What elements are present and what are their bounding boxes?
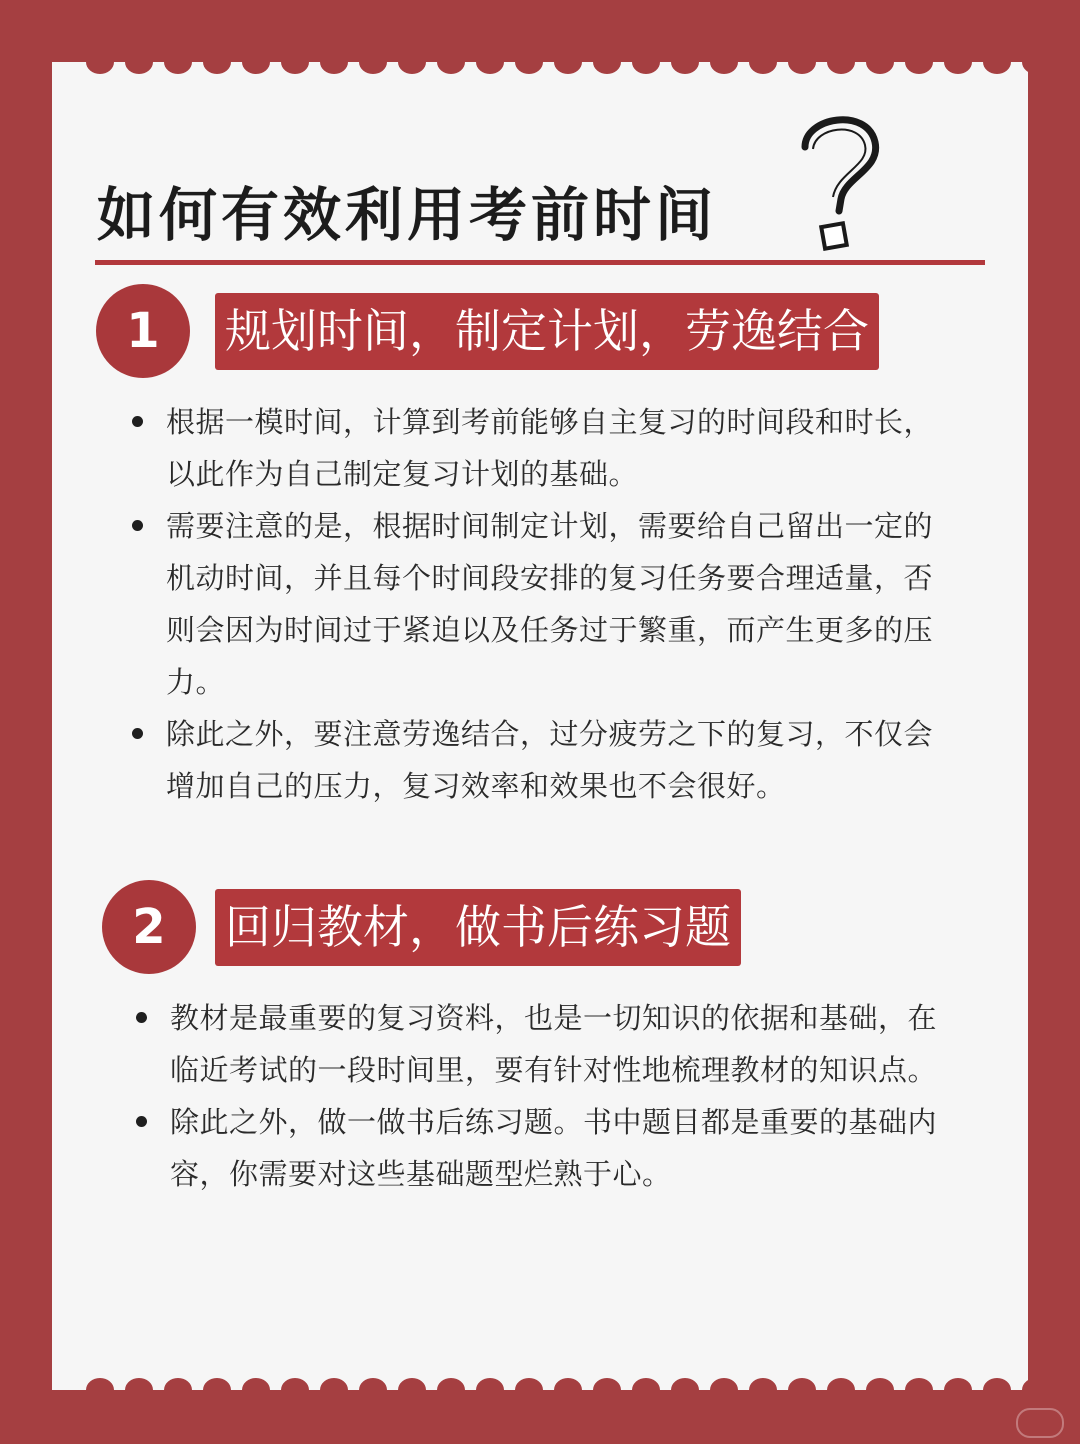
scallop-top-edge [52, 62, 1028, 74]
bullet-list [136, 992, 942, 1200]
bullet-dot [132, 520, 143, 531]
scallop-notch [281, 1378, 309, 1390]
scallop-notch [515, 62, 543, 74]
question-mark-icon [787, 107, 897, 257]
scallop-notch [554, 62, 582, 74]
scallop-notch [125, 1378, 153, 1390]
scallop-notch [320, 1378, 348, 1390]
scallop-notch [1022, 1378, 1028, 1390]
bullet-dot [136, 1012, 147, 1023]
scallop-notch [476, 1378, 504, 1390]
section-number-badge: 2 [102, 880, 196, 974]
scallop-notch [710, 1378, 738, 1390]
list-item [132, 500, 938, 708]
scallop-notch [827, 62, 855, 74]
list-item [136, 1096, 942, 1200]
scallop-notch [671, 62, 699, 74]
scallop-notch [905, 62, 933, 74]
scallop-notch [398, 1378, 426, 1390]
scallop-notch [359, 1378, 387, 1390]
bullet-text: 根据一模时间，计算到考前能够自主复习的时间段和时长，以此作为自己制定复习计划的基础。 [166, 405, 934, 491]
scallop-notch [320, 62, 348, 74]
scallop-notch [359, 62, 387, 74]
scallop-bottom-edge [52, 1378, 1028, 1390]
scallop-notch [242, 1378, 270, 1390]
list-item [136, 992, 942, 1096]
section-heading: 回归教材，做书后练习题 [215, 889, 741, 966]
scallop-notch [749, 1378, 777, 1390]
scallop-notch [476, 62, 504, 74]
bullet-list [132, 396, 938, 812]
scallop-notch [788, 62, 816, 74]
scallop-notch [905, 1378, 933, 1390]
scallop-notch [203, 62, 231, 74]
scallop-notch [164, 62, 192, 74]
scallop-notch [86, 1378, 114, 1390]
list-item [132, 708, 938, 812]
scallop-notch [593, 1378, 621, 1390]
content-card [52, 62, 1028, 1390]
scallop-notch [86, 62, 114, 74]
scallop-notch [944, 62, 972, 74]
scallop-notch [749, 62, 777, 74]
scallop-notch [1022, 62, 1028, 74]
scallop-notch [281, 62, 309, 74]
bullet-dot [136, 1116, 147, 1127]
page-title: 如何有效利用考前时间 [97, 181, 718, 249]
scallop-notch [866, 62, 894, 74]
scallop-notch [125, 62, 153, 74]
scallop-notch [866, 1378, 894, 1390]
scallop-notch [554, 1378, 582, 1390]
scallop-notch [515, 1378, 543, 1390]
scallop-notch [788, 1378, 816, 1390]
scallop-notch [437, 1378, 465, 1390]
title-divider [95, 260, 985, 265]
scallop-notch [632, 1378, 660, 1390]
section-heading: 规划时间，制定计划，劳逸结合 [215, 293, 879, 370]
section-number-badge: 1 [96, 284, 190, 378]
scallop-notch [203, 1378, 231, 1390]
watermark-badge [1016, 1408, 1064, 1438]
bullet-text: 教材是最重要的复习资料，也是一切知识的依据和基础，在临近考试的一段时间里，要有针对性地梳理教材的知识点。 [170, 1001, 938, 1087]
scallop-notch [398, 62, 426, 74]
scallop-notch [593, 62, 621, 74]
bullet-text: 除此之外，做一做书后练习题。书中题目都是重要的基础内容，你需要对这些基础题型烂熟于心。 [170, 1105, 938, 1191]
scallop-notch [983, 1378, 1011, 1390]
scallop-notch [632, 62, 660, 74]
bullet-text: 除此之外，要注意劳逸结合，过分疲劳之下的复习，不仅会增加自己的压力，复习效率和效果也不会很好。 [166, 717, 934, 803]
bullet-text: 需要注意的是，根据时间制定计划，需要给自己留出一定的机动时间，并且每个时间段安排的复习任务要合理适量，否则会因为时间过于紧迫以及任务过于繁重，而产生更多的压力。 [166, 509, 934, 699]
list-item [132, 396, 938, 500]
bullet-dot [132, 728, 143, 739]
scallop-notch [437, 62, 465, 74]
scallop-notch [710, 62, 738, 74]
scallop-notch [983, 62, 1011, 74]
scallop-notch [164, 1378, 192, 1390]
bullet-dot [132, 416, 143, 427]
scallop-notch [944, 1378, 972, 1390]
scallop-notch [242, 62, 270, 74]
scallop-notch [671, 1378, 699, 1390]
scallop-notch [827, 1378, 855, 1390]
